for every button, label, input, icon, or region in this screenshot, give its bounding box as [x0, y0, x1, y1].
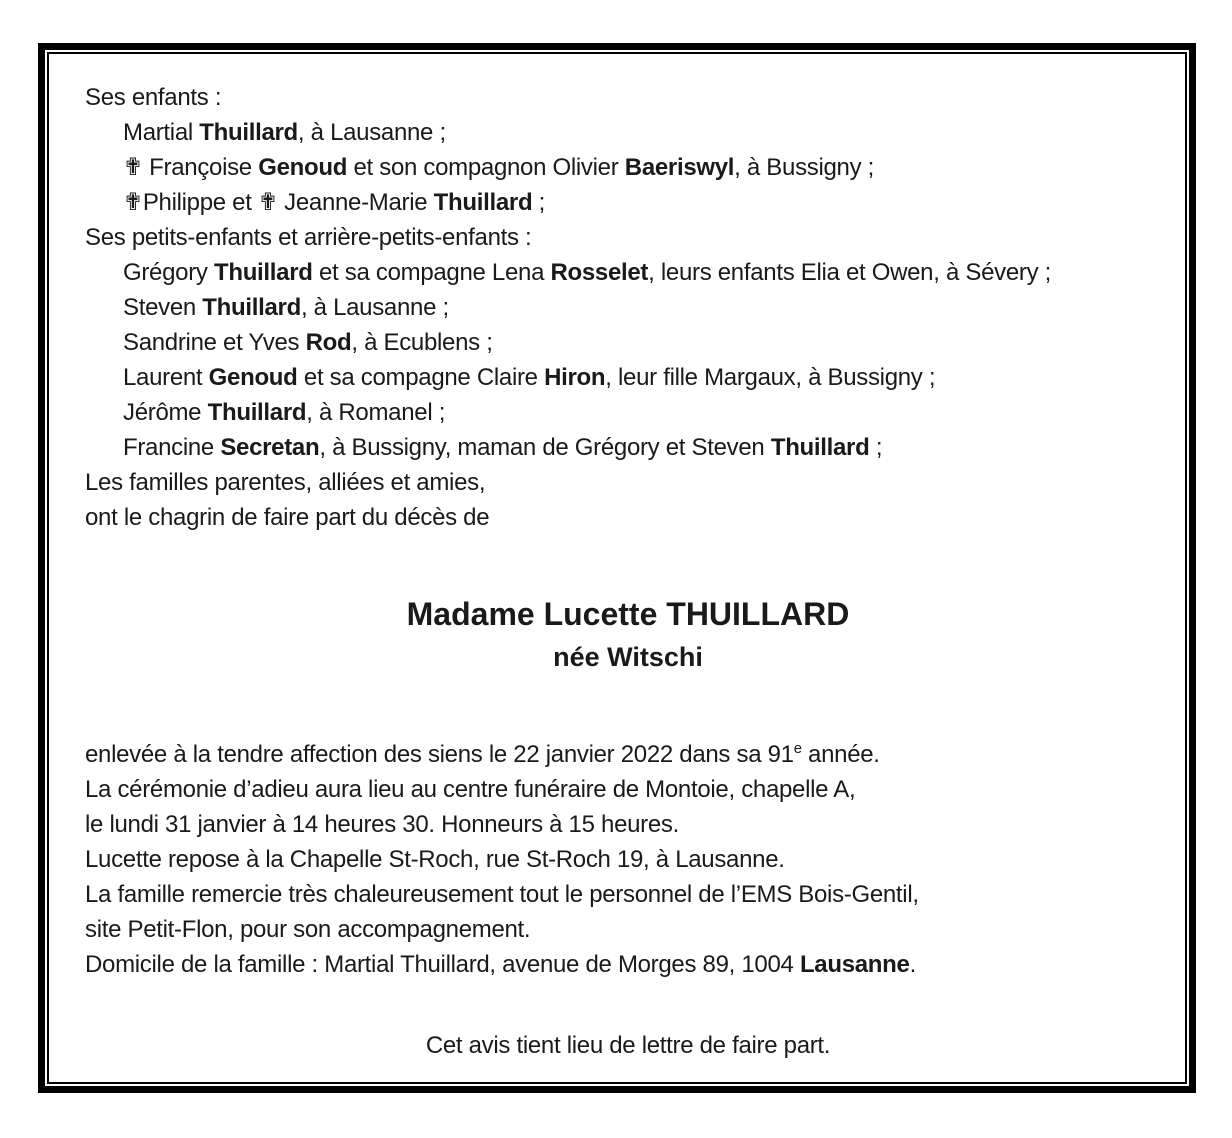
- text-run: Lucette repose à la Chapelle St-Roch, rue St-Roch 19, à Lausanne.: [85, 846, 785, 873]
- text-run: et sa compagne Lena: [312, 259, 551, 286]
- memorial-cross-icon: ✟: [123, 153, 143, 181]
- family-line: [85, 465, 1171, 500]
- text-run: , leur fille Margaux, à Bussigny ;: [605, 364, 936, 391]
- text-run: , à Lausanne ;: [297, 119, 446, 146]
- text-run: Martial: [123, 119, 200, 146]
- text-run: La cérémonie d’adieu aura lieu au centre funéraire de Montoie, chapelle A,: [85, 776, 856, 803]
- text-run: année.: [801, 741, 880, 768]
- family-line: [85, 255, 1171, 290]
- family-line: [85, 395, 1171, 430]
- surname-bold-run: Thuillard: [199, 119, 298, 146]
- deceased-name-block: [85, 591, 1171, 677]
- surname-bold-run: Secretan: [220, 434, 320, 461]
- surname-bold-run: Thuillard: [433, 189, 533, 216]
- text-run: Philippe et: [142, 189, 258, 216]
- text-run: Laurent: [123, 364, 209, 391]
- memorial-cross-icon: ✟: [257, 188, 278, 216]
- surname-bold-run: Lausanne: [799, 951, 910, 978]
- text-run: site Petit-Flon, pour son accompagnement.: [85, 916, 531, 943]
- detail-line: [85, 947, 1171, 982]
- text-run: ;: [532, 189, 546, 216]
- text-run: ont le chagrin de faire part du décès de: [85, 504, 490, 531]
- text-run: e: [793, 741, 802, 757]
- text-run: La famille remercie très chaleureusement tout le personnel de l’EMS Bois-Gentil,: [85, 881, 919, 908]
- family-line: [85, 80, 1171, 115]
- text-run: Ses enfants :: [85, 84, 222, 111]
- family-line: [85, 430, 1171, 465]
- surname-bold-run: Hiron: [544, 364, 606, 391]
- family-line: [85, 500, 1171, 535]
- mourning-frame-inner: [47, 52, 1187, 1084]
- family-section: [85, 80, 1171, 535]
- surname-bold-run: Thuillard: [770, 434, 870, 461]
- text-run: Françoise: [142, 154, 259, 181]
- text-run: , à Romanel ;: [306, 399, 446, 426]
- text-run: Francine: [123, 434, 221, 461]
- text-run: Domicile de la famille : Martial Thuillard, avenue de Morges 89, 1004: [85, 951, 800, 978]
- family-line: [85, 185, 1171, 220]
- detail-line: [85, 772, 1171, 807]
- text-run: Grégory: [123, 259, 214, 286]
- surname-bold-run: Rosselet: [550, 259, 649, 286]
- text-run: , à Bussigny, maman de Grégory et Steven: [319, 434, 771, 461]
- deceased-name-title: Madame Lucette THUILLARD: [406, 596, 850, 632]
- surname-bold-run: Rod: [305, 329, 352, 356]
- surname-bold-run: Baeriswyl: [624, 154, 735, 181]
- text-run: Ses petits-enfants et arrière-petits-enfants :: [85, 224, 532, 251]
- text-run: enlevée à la tendre affection des siens le 22 janvier 2022 dans sa 91: [85, 741, 794, 768]
- memorial-cross-icon: ✟: [123, 188, 143, 216]
- surname-bold-run: Genoud: [208, 364, 298, 391]
- ceremony-details-section: [85, 737, 1171, 982]
- family-line: [85, 360, 1171, 395]
- text-run: , à Ecublens ;: [351, 329, 493, 356]
- closing-line: Cet avis tient lieu de lettre de faire part.: [425, 1032, 831, 1059]
- surname-bold-run: Genoud: [258, 154, 348, 181]
- text-run: Les familles parentes, alliées et amies,: [85, 469, 486, 496]
- detail-line: [85, 842, 1171, 877]
- text-run: , à Lausanne ;: [300, 294, 449, 321]
- detail-line: [85, 737, 1171, 772]
- family-line: [85, 150, 1171, 185]
- text-run: Steven: [123, 294, 203, 321]
- detail-line: [85, 807, 1171, 842]
- surname-bold-run: Thuillard: [213, 259, 313, 286]
- text-run: Sandrine et Yves: [123, 329, 306, 356]
- text-run: ;: [869, 434, 883, 461]
- family-line: [85, 290, 1171, 325]
- family-line: [85, 325, 1171, 360]
- family-line: [85, 220, 1171, 255]
- family-line: [85, 115, 1171, 150]
- mourning-frame-outer: [38, 43, 1196, 1093]
- detail-line: [85, 912, 1171, 947]
- text-run: Jérôme: [123, 399, 208, 426]
- notice-content: [49, 54, 1185, 1063]
- surname-bold-run: Thuillard: [207, 399, 307, 426]
- detail-line: [85, 877, 1171, 912]
- deceased-maiden-name: née Witschi: [553, 642, 703, 672]
- text-run: .: [909, 951, 916, 978]
- text-run: et son compagnon Olivier: [347, 154, 625, 181]
- text-run: , leurs enfants Elia et Owen, à Sévery ;: [648, 259, 1052, 286]
- text-run: le lundi 31 janvier à 14 heures 30. Honneurs à 15 heures.: [85, 811, 679, 838]
- surname-bold-run: Thuillard: [202, 294, 301, 321]
- text-run: et sa compagne Claire: [297, 364, 545, 391]
- text-run: Jeanne-Marie: [277, 189, 434, 216]
- text-run: , à Bussigny ;: [734, 154, 875, 181]
